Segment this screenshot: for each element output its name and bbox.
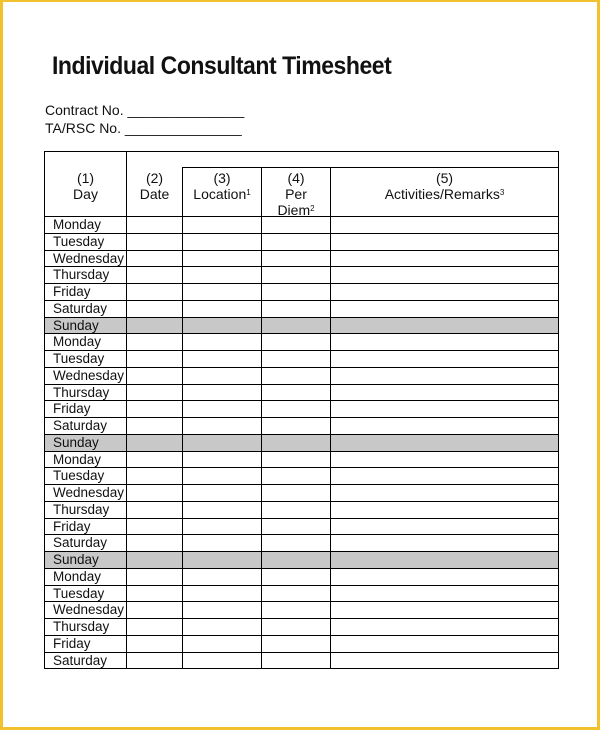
activities-cell[interactable] xyxy=(330,351,331,367)
location-cell[interactable] xyxy=(182,368,183,384)
date-cell[interactable] xyxy=(126,368,127,384)
perdiem-cell[interactable] xyxy=(261,602,262,618)
date-cell[interactable] xyxy=(126,234,127,250)
location-cell[interactable] xyxy=(182,318,183,334)
location-cell[interactable] xyxy=(182,653,183,669)
perdiem-cell[interactable] xyxy=(261,519,262,535)
perdiem-cell[interactable] xyxy=(261,217,262,233)
table-row xyxy=(44,217,559,234)
date-cell[interactable] xyxy=(126,385,127,401)
perdiem-cell[interactable] xyxy=(261,552,262,568)
day-cell: Sunday xyxy=(53,552,99,567)
perdiem-cell[interactable] xyxy=(261,385,262,401)
location-cell[interactable] xyxy=(182,217,183,233)
activities-cell[interactable] xyxy=(330,301,331,317)
table-header xyxy=(44,151,559,217)
activities-cell[interactable] xyxy=(330,636,331,652)
perdiem-cell[interactable] xyxy=(261,301,262,317)
activities-cell[interactable] xyxy=(330,602,331,618)
activities-cell[interactable] xyxy=(330,452,331,468)
day-cell: Wednesday xyxy=(53,485,125,500)
activities-cell[interactable] xyxy=(330,284,331,300)
activities-cell[interactable] xyxy=(330,234,331,250)
location-cell[interactable] xyxy=(182,636,183,652)
activities-cell[interactable] xyxy=(330,653,331,669)
perdiem-cell[interactable] xyxy=(261,653,262,669)
day-cell: Monday xyxy=(53,334,102,350)
location-cell[interactable] xyxy=(182,519,183,535)
header-perdiem-label-1: Per xyxy=(285,186,307,202)
table-row xyxy=(44,385,559,402)
perdiem-cell[interactable] xyxy=(261,619,262,635)
perdiem-cell[interactable] xyxy=(261,368,262,384)
perdiem-cell[interactable] xyxy=(261,418,262,434)
location-cell[interactable] xyxy=(182,602,183,618)
location-cell[interactable] xyxy=(182,385,183,401)
date-cell[interactable] xyxy=(126,519,127,535)
contract-number-line: Contract No. _______________ xyxy=(45,102,245,118)
table-row xyxy=(44,586,559,603)
table-row xyxy=(44,636,559,653)
date-cell[interactable] xyxy=(126,502,127,518)
activities-cell[interactable] xyxy=(330,318,331,334)
perdiem-cell[interactable] xyxy=(261,318,262,334)
date-cell[interactable] xyxy=(126,351,127,367)
header-activities xyxy=(330,168,558,216)
day-cell: Tuesday xyxy=(53,233,105,249)
activities-cell[interactable] xyxy=(330,334,331,350)
day-cell: Saturday xyxy=(53,535,108,551)
date-cell[interactable] xyxy=(126,619,127,635)
date-cell[interactable] xyxy=(126,569,127,585)
activities-cell[interactable] xyxy=(330,267,331,283)
activities-cell[interactable] xyxy=(330,619,331,635)
date-cell[interactable] xyxy=(126,552,127,568)
table-row xyxy=(44,351,559,368)
table-row xyxy=(44,234,559,251)
day-cell: Friday xyxy=(53,518,91,534)
date-cell[interactable] xyxy=(126,318,127,334)
header-location xyxy=(182,168,261,216)
day-cell: Monday xyxy=(53,451,102,467)
location-cell[interactable] xyxy=(182,334,183,350)
location-cell[interactable] xyxy=(182,351,183,367)
location-cell[interactable] xyxy=(182,284,183,300)
date-cell[interactable] xyxy=(126,435,127,451)
day-cell: Friday xyxy=(53,284,91,299)
location-cell[interactable] xyxy=(182,535,183,551)
header-perdiem-number: (4) xyxy=(287,170,305,186)
date-cell[interactable] xyxy=(126,636,127,652)
timesheet-table xyxy=(44,151,559,669)
table-row xyxy=(44,251,559,268)
date-cell[interactable] xyxy=(126,602,127,618)
activities-cell[interactable] xyxy=(330,535,331,551)
day-cell: Wednesday xyxy=(53,367,125,383)
activities-cell[interactable] xyxy=(330,251,331,267)
table-row xyxy=(44,301,559,318)
date-cell[interactable] xyxy=(126,267,127,283)
perdiem-cell[interactable] xyxy=(261,636,262,652)
location-cell[interactable] xyxy=(182,267,183,283)
date-cell[interactable] xyxy=(126,284,127,300)
date-cell[interactable] xyxy=(126,401,127,417)
header-date-label: Date xyxy=(139,186,170,202)
location-cell[interactable] xyxy=(182,569,183,585)
day-cell: Thursday xyxy=(53,619,110,634)
header-activities-number: (5) xyxy=(435,170,454,186)
activities-cell[interactable] xyxy=(330,468,331,484)
header-location-footnote: 1 xyxy=(246,188,251,197)
table-body xyxy=(44,217,559,669)
location-cell[interactable] xyxy=(182,251,183,267)
day-cell: Tuesday xyxy=(53,585,105,601)
perdiem-cell[interactable] xyxy=(261,284,262,300)
location-cell[interactable] xyxy=(182,552,183,568)
activities-cell[interactable] xyxy=(330,401,331,417)
day-cell: Monday xyxy=(53,568,102,584)
location-cell[interactable] xyxy=(182,234,183,250)
perdiem-cell[interactable] xyxy=(261,267,262,283)
day-cell: Saturday xyxy=(53,652,108,668)
date-cell[interactable] xyxy=(126,251,127,267)
header-activities-label: Activities/Remarks xyxy=(384,186,500,202)
activities-cell[interactable] xyxy=(330,569,331,585)
day-cell: Friday xyxy=(53,635,91,651)
date-cell[interactable] xyxy=(126,468,127,484)
date-cell[interactable] xyxy=(126,217,127,233)
header-perdiem-footnote: 2 xyxy=(310,204,315,213)
perdiem-cell[interactable] xyxy=(261,502,262,518)
perdiem-cell[interactable] xyxy=(261,452,262,468)
activities-cell[interactable] xyxy=(330,418,331,434)
header-location-number: (3) xyxy=(213,170,231,186)
date-cell[interactable] xyxy=(126,452,127,468)
day-cell: Tuesday xyxy=(53,351,105,366)
date-cell[interactable] xyxy=(126,334,127,350)
day-cell: Saturday xyxy=(53,300,108,316)
page-title: Individual Consultant Timesheet xyxy=(52,52,392,80)
activities-cell[interactable] xyxy=(330,552,331,568)
day-cell: Wednesday xyxy=(53,602,125,618)
activities-cell[interactable] xyxy=(330,217,331,233)
perdiem-cell[interactable] xyxy=(261,334,262,350)
header-location-label: Location xyxy=(193,186,247,202)
table-row xyxy=(44,318,559,335)
perdiem-cell[interactable] xyxy=(261,234,262,250)
day-cell: Thursday xyxy=(53,267,110,283)
location-cell[interactable] xyxy=(182,468,183,484)
table-row xyxy=(44,334,559,351)
table-row xyxy=(44,267,559,284)
day-cell: Sunday xyxy=(53,317,99,333)
location-cell[interactable] xyxy=(182,435,183,451)
activities-cell[interactable] xyxy=(330,502,331,518)
location-cell[interactable] xyxy=(182,418,183,434)
header-per-diem xyxy=(261,168,330,216)
table-row xyxy=(44,418,559,435)
day-cell: Wednesday xyxy=(53,250,125,266)
table-row xyxy=(44,569,559,586)
header-day-number: (1) xyxy=(76,170,95,186)
activities-cell[interactable] xyxy=(330,586,331,602)
table-row xyxy=(44,535,559,552)
perdiem-cell[interactable] xyxy=(261,535,262,551)
location-cell[interactable] xyxy=(182,586,183,602)
activities-cell[interactable] xyxy=(330,385,331,401)
day-cell: Thursday xyxy=(53,501,110,517)
activities-cell[interactable] xyxy=(330,435,331,451)
perdiem-cell[interactable] xyxy=(261,351,262,367)
location-cell[interactable] xyxy=(182,619,183,635)
table-row xyxy=(44,502,559,519)
location-cell[interactable] xyxy=(182,502,183,518)
perdiem-cell[interactable] xyxy=(261,435,262,451)
table-row xyxy=(44,435,559,452)
header-activities-footnote: 3 xyxy=(499,188,505,197)
location-cell[interactable] xyxy=(182,485,183,501)
location-cell[interactable] xyxy=(182,401,183,417)
table-row xyxy=(44,401,559,418)
header-date xyxy=(126,152,182,216)
table-row xyxy=(44,552,559,569)
date-cell[interactable] xyxy=(126,301,127,317)
perdiem-cell[interactable] xyxy=(261,586,262,602)
date-cell[interactable] xyxy=(126,586,127,602)
activities-cell[interactable] xyxy=(330,519,331,535)
location-cell[interactable] xyxy=(182,452,183,468)
day-cell: Sunday xyxy=(53,434,99,450)
perdiem-cell[interactable] xyxy=(261,468,262,484)
header-perdiem-label-2: Diem xyxy=(277,202,311,218)
table-row xyxy=(44,468,559,485)
perdiem-cell[interactable] xyxy=(261,569,262,585)
date-cell[interactable] xyxy=(126,653,127,669)
header-day-label: Day xyxy=(73,186,98,202)
tarsc-number-line: TA/RSC No. _______________ xyxy=(45,120,242,136)
date-cell[interactable] xyxy=(126,418,127,434)
perdiem-cell[interactable] xyxy=(261,251,262,267)
date-cell[interactable] xyxy=(126,535,127,551)
table-row xyxy=(44,485,559,502)
perdiem-cell[interactable] xyxy=(261,401,262,417)
day-cell: Thursday xyxy=(53,384,110,400)
table-row xyxy=(44,602,559,619)
table-row xyxy=(44,653,559,670)
table-row xyxy=(44,284,559,301)
day-cell: Tuesday xyxy=(53,468,105,484)
perdiem-cell[interactable] xyxy=(261,485,262,501)
table-row xyxy=(44,368,559,385)
day-cell: Monday xyxy=(53,217,102,232)
activities-cell[interactable] xyxy=(330,368,331,384)
date-cell[interactable] xyxy=(126,485,127,501)
header-day xyxy=(45,152,126,216)
table-row xyxy=(44,452,559,469)
day-cell: Saturday xyxy=(53,418,108,433)
location-cell[interactable] xyxy=(182,301,183,317)
table-row xyxy=(44,619,559,636)
activities-cell[interactable] xyxy=(330,485,331,501)
day-cell: Friday xyxy=(53,401,91,417)
header-date-number: (2) xyxy=(145,170,164,186)
table-row xyxy=(44,519,559,536)
